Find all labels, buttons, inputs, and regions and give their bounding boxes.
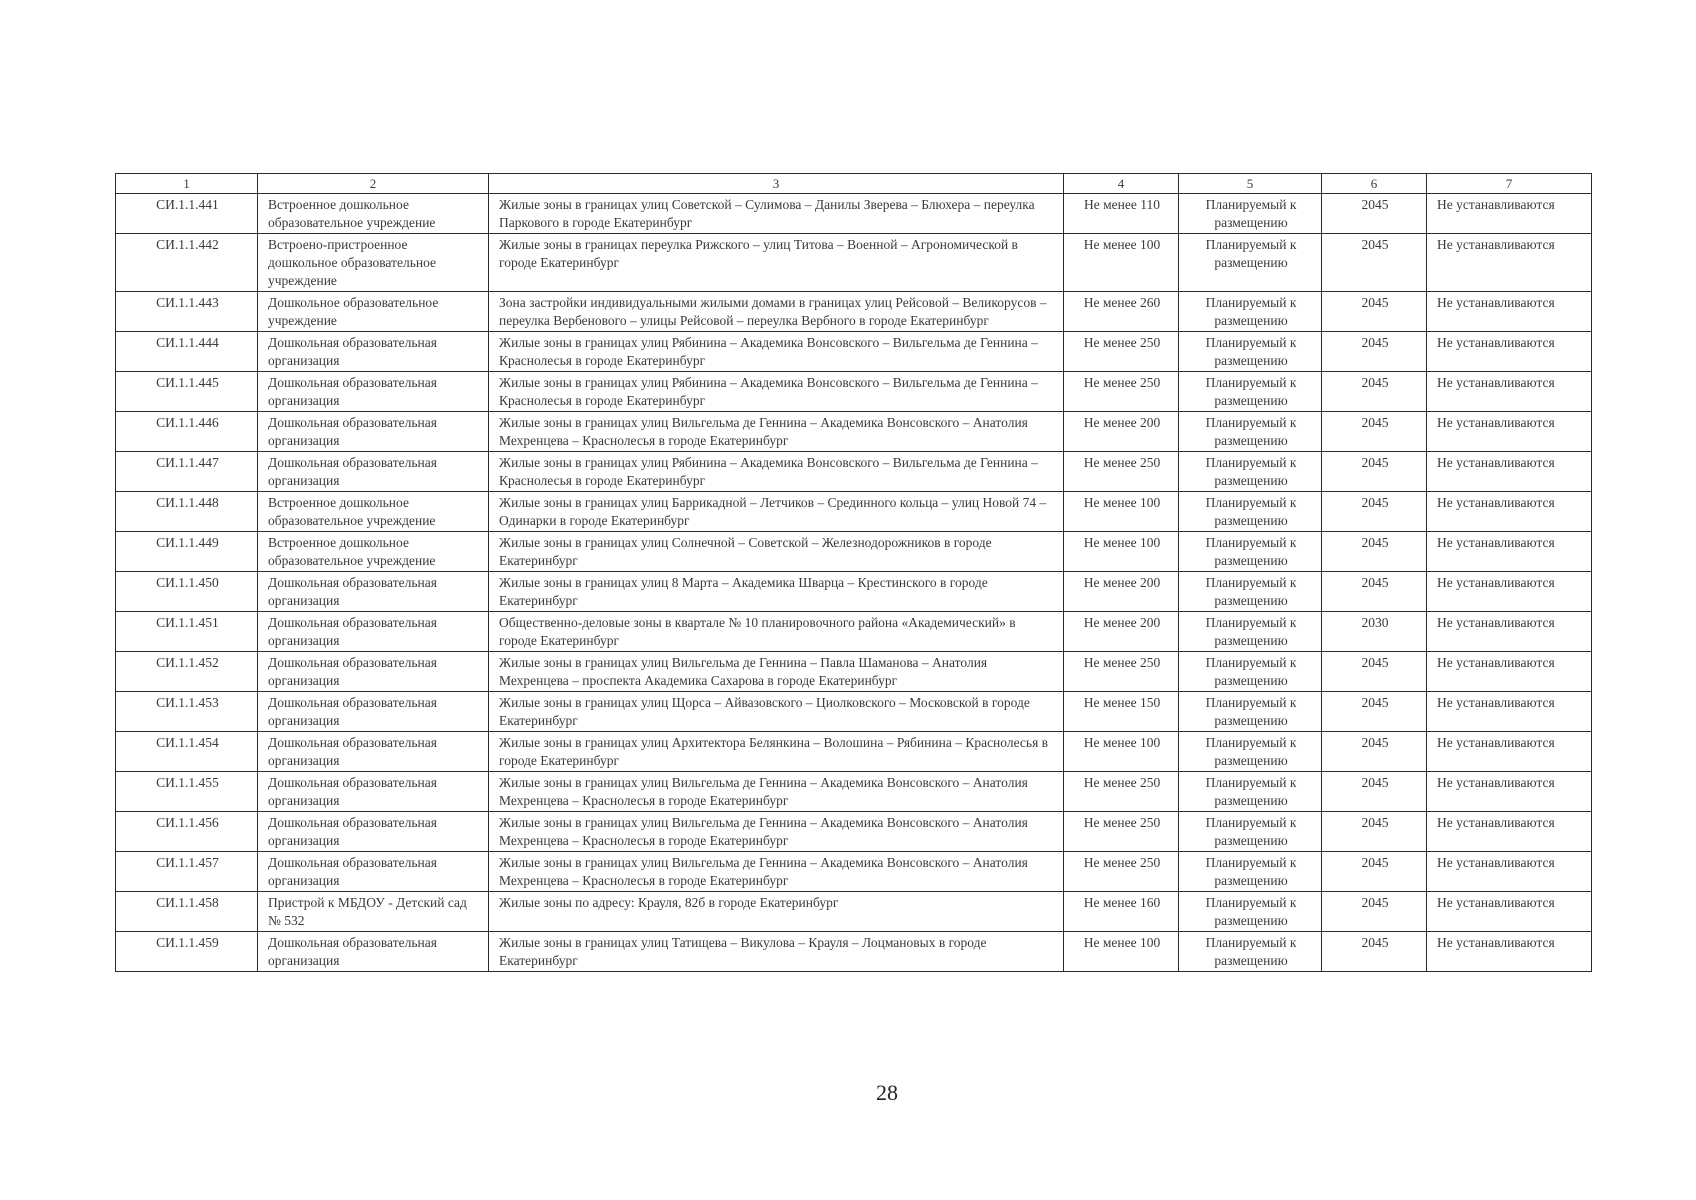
status-cell: Планируемый к размещению	[1179, 892, 1322, 932]
area-cell: Не менее 260	[1064, 292, 1179, 332]
location-cell: Жилые зоны в границах улиц Вильгельма де Геннина – Академика Вонсовского – Анатолия Мехренцева – Краснолесья в городе Екатеринбург	[489, 772, 1064, 812]
restrictions-cell: Не устанавливаются	[1427, 532, 1592, 572]
status-cell: Планируемый к размещению	[1179, 492, 1322, 532]
object-code-cell: СИ.1.1.455	[116, 772, 258, 812]
table-row	[116, 372, 1592, 412]
column-header: 2	[258, 174, 489, 194]
table-row	[116, 452, 1592, 492]
area-cell: Не менее 110	[1064, 194, 1179, 234]
table-row	[116, 332, 1592, 372]
restrictions-cell: Не устанавливаются	[1427, 612, 1592, 652]
restrictions-cell: Не устанавливаются	[1427, 772, 1592, 812]
area-cell: Не менее 250	[1064, 812, 1179, 852]
object-code-cell: СИ.1.1.450	[116, 572, 258, 612]
year-cell: 2045	[1322, 292, 1427, 332]
year-cell: 2045	[1322, 412, 1427, 452]
object-name-cell: Дошкольная образовательная организация	[258, 692, 489, 732]
area-cell: Не менее 250	[1064, 652, 1179, 692]
year-cell: 2045	[1322, 892, 1427, 932]
column-header: 3	[489, 174, 1064, 194]
object-name-cell: Дошкольная образовательная организация	[258, 452, 489, 492]
area-cell: Не менее 250	[1064, 332, 1179, 372]
year-cell: 2045	[1322, 812, 1427, 852]
table-row	[116, 732, 1592, 772]
object-name-cell: Дошкольная образовательная организация	[258, 772, 489, 812]
location-cell: Жилые зоны в границах улиц Советской – Сулимова – Данилы Зверева – Блюхера – переулка Паркового в городе Екатеринбург	[489, 194, 1064, 234]
object-code-cell: СИ.1.1.453	[116, 692, 258, 732]
object-code-cell: СИ.1.1.448	[116, 492, 258, 532]
location-cell: Жилые зоны по адресу: Крауля, 82б в городе Екатеринбург	[489, 892, 1064, 932]
restrictions-cell: Не устанавливаются	[1427, 492, 1592, 532]
area-cell: Не менее 250	[1064, 452, 1179, 492]
status-cell: Планируемый к размещению	[1179, 572, 1322, 612]
area-cell: Не менее 250	[1064, 372, 1179, 412]
year-cell: 2045	[1322, 372, 1427, 412]
object-code-cell: СИ.1.1.444	[116, 332, 258, 372]
object-name-cell: Дошкольная образовательная организация	[258, 332, 489, 372]
object-name-cell: Пристрой к МБДОУ - Детский сад № 532	[258, 892, 489, 932]
object-code-cell: СИ.1.1.456	[116, 812, 258, 852]
restrictions-cell: Не устанавливаются	[1427, 852, 1592, 892]
table-row	[116, 532, 1592, 572]
object-code-cell: СИ.1.1.459	[116, 932, 258, 972]
object-name-cell: Встроенное дошкольное образовательное учреждение	[258, 532, 489, 572]
table-row	[116, 852, 1592, 892]
area-cell: Не менее 200	[1064, 572, 1179, 612]
year-cell: 2045	[1322, 234, 1427, 292]
area-cell: Не менее 100	[1064, 234, 1179, 292]
status-cell: Планируемый к размещению	[1179, 652, 1322, 692]
area-cell: Не менее 100	[1064, 492, 1179, 532]
table-body	[116, 194, 1592, 972]
restrictions-cell: Не устанавливаются	[1427, 812, 1592, 852]
restrictions-cell: Не устанавливаются	[1427, 412, 1592, 452]
area-cell: Не менее 250	[1064, 772, 1179, 812]
table-row	[116, 234, 1592, 292]
object-code-cell: СИ.1.1.452	[116, 652, 258, 692]
table-row	[116, 572, 1592, 612]
restrictions-cell: Не устанавливаются	[1427, 932, 1592, 972]
status-cell: Планируемый к размещению	[1179, 732, 1322, 772]
object-name-cell: Дошкольная образовательная организация	[258, 852, 489, 892]
year-cell: 2030	[1322, 612, 1427, 652]
area-cell: Не менее 100	[1064, 932, 1179, 972]
status-cell: Планируемый к размещению	[1179, 452, 1322, 492]
object-name-cell: Дошкольное образовательное учреждение	[258, 292, 489, 332]
object-code-cell: СИ.1.1.449	[116, 532, 258, 572]
object-name-cell: Дошкольная образовательная организация	[258, 732, 489, 772]
area-cell: Не менее 100	[1064, 532, 1179, 572]
location-cell: Жилые зоны в границах улиц Татищева – Викулова – Крауля – Лоцмановых в городе Екатеринбург	[489, 932, 1064, 972]
header-row	[116, 174, 1592, 194]
restrictions-cell: Не устанавливаются	[1427, 652, 1592, 692]
status-cell: Планируемый к размещению	[1179, 852, 1322, 892]
location-cell: Жилые зоны в границах улиц Вильгельма де Геннина – Академика Вонсовского – Анатолия Мехренцева – Краснолесья в городе Екатеринбург	[489, 812, 1064, 852]
object-name-cell: Дошкольная образовательная организация	[258, 612, 489, 652]
status-cell: Планируемый к размещению	[1179, 412, 1322, 452]
status-cell: Планируемый к размещению	[1179, 372, 1322, 412]
location-cell: Жилые зоны в границах улиц 8 Марта – Академика Шварца – Крестинского в городе Екатеринбург	[489, 572, 1064, 612]
status-cell: Планируемый к размещению	[1179, 612, 1322, 652]
location-cell: Общественно-деловые зоны в квартале № 10 планировочного района «Академический» в городе Екатеринбург	[489, 612, 1064, 652]
table-row	[116, 492, 1592, 532]
column-header: 1	[116, 174, 258, 194]
object-name-cell: Встроено-пристроенное дошкольное образовательное учреждение	[258, 234, 489, 292]
object-name-cell: Встроенное дошкольное образовательное учреждение	[258, 492, 489, 532]
object-code-cell: СИ.1.1.441	[116, 194, 258, 234]
year-cell: 2045	[1322, 572, 1427, 612]
object-name-cell: Дошкольная образовательная организация	[258, 372, 489, 412]
object-code-cell: СИ.1.1.451	[116, 612, 258, 652]
status-cell: Планируемый к размещению	[1179, 234, 1322, 292]
column-header: 7	[1427, 174, 1592, 194]
table-row	[116, 612, 1592, 652]
status-cell: Планируемый к размещению	[1179, 532, 1322, 572]
status-cell: Планируемый к размещению	[1179, 194, 1322, 234]
location-cell: Жилые зоны в границах улиц Баррикадной – Летчиков – Срединного кольца – улиц Новой 74 – Одинарки в городе Екатеринбург	[489, 492, 1064, 532]
table-row	[116, 292, 1592, 332]
column-header: 4	[1064, 174, 1179, 194]
restrictions-cell: Не устанавливаются	[1427, 892, 1592, 932]
location-cell: Жилые зоны в границах переулка Рижского – улиц Титова – Военной – Агрономической в городе Екатеринбург	[489, 234, 1064, 292]
location-cell: Жилые зоны в границах улиц Рябинина – Академика Вонсовского – Вильгельма де Геннина – Краснолесья в городе Екатеринбург	[489, 372, 1064, 412]
restrictions-cell: Не устанавливаются	[1427, 234, 1592, 292]
restrictions-cell: Не устанавливаются	[1427, 292, 1592, 332]
table-row	[116, 194, 1592, 234]
location-cell: Жилые зоны в границах улиц Архитектора Белянкина – Волошина – Рябинина – Краснолесья в городе Екатеринбург	[489, 732, 1064, 772]
location-cell: Жилые зоны в границах улиц Рябинина – Академика Вонсовского – Вильгельма де Геннина – Краснолесья в городе Екатеринбург	[489, 332, 1064, 372]
object-name-cell: Дошкольная образовательная организация	[258, 412, 489, 452]
table-row	[116, 692, 1592, 732]
area-cell: Не менее 250	[1064, 852, 1179, 892]
location-cell: Жилые зоны в границах улиц Щорса – Айвазовского – Циолковского – Московской в городе Екатеринбург	[489, 692, 1064, 732]
status-cell: Планируемый к размещению	[1179, 292, 1322, 332]
year-cell: 2045	[1322, 532, 1427, 572]
table-row	[116, 772, 1592, 812]
object-code-cell: СИ.1.1.458	[116, 892, 258, 932]
object-code-cell: СИ.1.1.442	[116, 234, 258, 292]
year-cell: 2045	[1322, 492, 1427, 532]
location-cell: Жилые зоны в границах улиц Солнечной – Советской – Железнодорожников в городе Екатеринбург	[489, 532, 1064, 572]
table-row	[116, 932, 1592, 972]
object-name-cell: Дошкольная образовательная организация	[258, 572, 489, 612]
restrictions-cell: Не устанавливаются	[1427, 572, 1592, 612]
object-code-cell: СИ.1.1.445	[116, 372, 258, 412]
table-row	[116, 652, 1592, 692]
year-cell: 2045	[1322, 732, 1427, 772]
restrictions-cell: Не устанавливаются	[1427, 332, 1592, 372]
table-row	[116, 412, 1592, 452]
objects-table	[115, 173, 1592, 972]
year-cell: 2045	[1322, 652, 1427, 692]
status-cell: Планируемый к размещению	[1179, 772, 1322, 812]
column-header: 5	[1179, 174, 1322, 194]
object-name-cell: Встроенное дошкольное образовательное учреждение	[258, 194, 489, 234]
year-cell: 2045	[1322, 692, 1427, 732]
object-code-cell: СИ.1.1.454	[116, 732, 258, 772]
year-cell: 2045	[1322, 772, 1427, 812]
location-cell: Жилые зоны в границах улиц Вильгельма де Геннина – Павла Шаманова – Анатолия Мехренцева – проспекта Академика Сахарова в городе Екатеринбург	[489, 652, 1064, 692]
page-number: 28	[876, 1080, 898, 1105]
restrictions-cell: Не устанавливаются	[1427, 732, 1592, 772]
location-cell: Жилые зоны в границах улиц Вильгельма де Геннина – Академика Вонсовского – Анатолия Мехренцева – Краснолесья в городе Екатеринбург	[489, 852, 1064, 892]
object-code-cell: СИ.1.1.443	[116, 292, 258, 332]
restrictions-cell: Не устанавливаются	[1427, 372, 1592, 412]
year-cell: 2045	[1322, 194, 1427, 234]
status-cell: Планируемый к размещению	[1179, 932, 1322, 972]
area-cell: Не менее 160	[1064, 892, 1179, 932]
location-cell: Жилые зоны в границах улиц Вильгельма де Геннина – Академика Вонсовского – Анатолия Мехренцева – Краснолесья в городе Екатеринбург	[489, 412, 1064, 452]
table-row	[116, 892, 1592, 932]
area-cell: Не менее 150	[1064, 692, 1179, 732]
object-code-cell: СИ.1.1.447	[116, 452, 258, 492]
object-code-cell: СИ.1.1.457	[116, 852, 258, 892]
location-cell: Жилые зоны в границах улиц Рябинина – Академика Вонсовского – Вильгельма де Геннина – Краснолесья в городе Екатеринбург	[489, 452, 1064, 492]
status-cell: Планируемый к размещению	[1179, 332, 1322, 372]
table-row	[116, 812, 1592, 852]
year-cell: 2045	[1322, 452, 1427, 492]
area-cell: Не менее 200	[1064, 612, 1179, 652]
area-cell: Не менее 200	[1064, 412, 1179, 452]
year-cell: 2045	[1322, 332, 1427, 372]
restrictions-cell: Не устанавливаются	[1427, 692, 1592, 732]
object-code-cell: СИ.1.1.446	[116, 412, 258, 452]
area-cell: Не менее 100	[1064, 732, 1179, 772]
column-header: 6	[1322, 174, 1427, 194]
year-cell: 2045	[1322, 932, 1427, 972]
year-cell: 2045	[1322, 852, 1427, 892]
status-cell: Планируемый к размещению	[1179, 692, 1322, 732]
restrictions-cell: Не устанавливаются	[1427, 452, 1592, 492]
status-cell: Планируемый к размещению	[1179, 812, 1322, 852]
object-name-cell: Дошкольная образовательная организация	[258, 932, 489, 972]
location-cell: Зона застройки индивидуальными жилыми домами в границах улиц Рейсовой – Великорусов – переулка Вербенового – улицы Рейсовой – переулка Вербного в городе Екатеринбург	[489, 292, 1064, 332]
restrictions-cell: Не устанавливаются	[1427, 194, 1592, 234]
object-name-cell: Дошкольная образовательная организация	[258, 812, 489, 852]
object-name-cell: Дошкольная образовательная организация	[258, 652, 489, 692]
